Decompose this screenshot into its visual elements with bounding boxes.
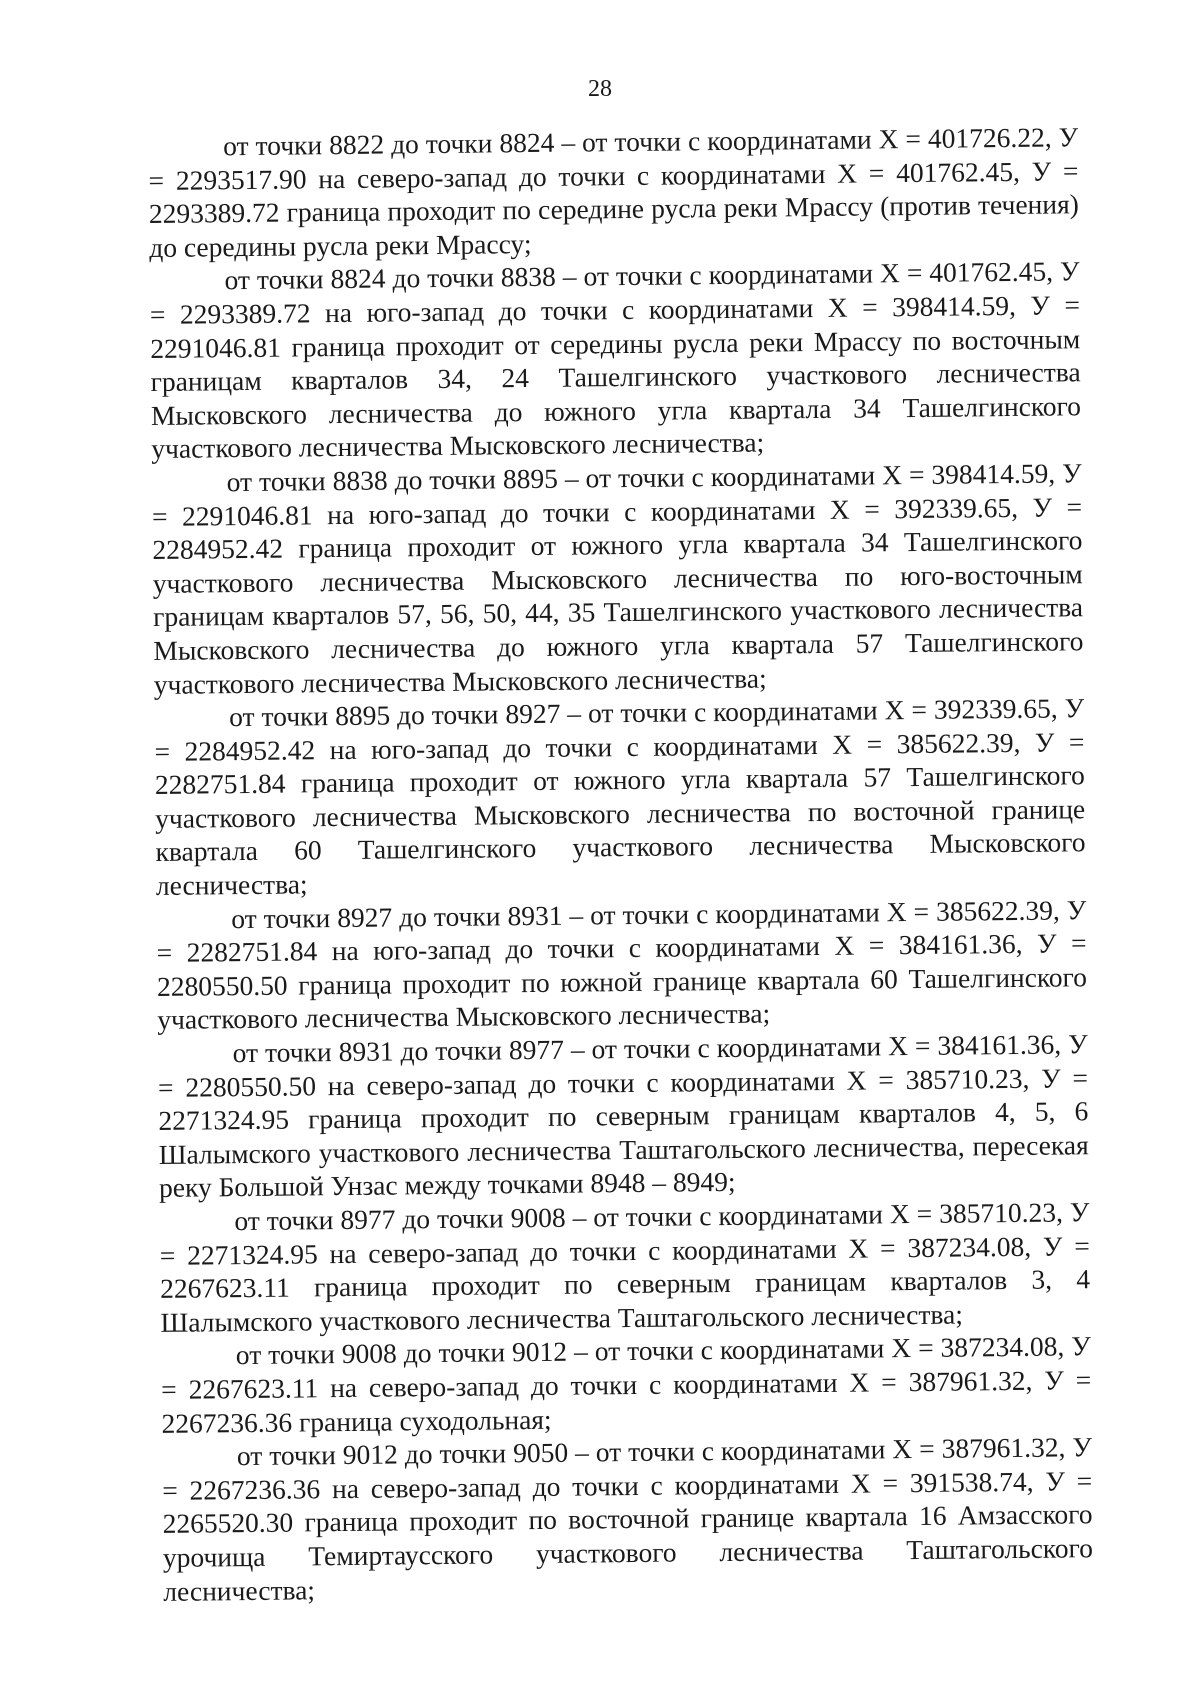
- boundary-paragraph: от точки 8931 до точки 8977 – от точки с координатами Х = 384161.36, У = 2280550.50 на северо-запад до точки с координатами Х = 385710.23, У = 2271324.95 граница проходит по северным границам кварталов 4, 5, 6 Шалымского участкового лесничества Таштагольского лесничества, пересекая реку Большой Унзас между точками 8948 – 8949;: [157, 1028, 1089, 1204]
- boundary-paragraph: от точки 8838 до точки 8895 – от точки с координатами Х = 398414.59, У = 2291046.81 на юго-запад до точки с координатами Х = 392339.65, У = 2284952.42 граница проходит от южного угла квартала 34 Ташелгинского участкового лесничества Мысковского лесничества по юго-восточным границам кварталов 57, 56, 50, 44, 35 Ташелгинского участкового лесничества Мысковского лесничества до южного угла квартала 57 Ташелгинского участкового лесничества Мысковского лесничества;: [151, 457, 1084, 700]
- boundary-paragraph: от точки 9012 до точки 9050 – от точки с координатами Х = 387961.32, У = 2267236.36 на северо-запад до точки с координатами Х = 391538.74, У = 2265520.30 граница проходит по восточной границе квартала 16 Амзасского урочища Темиртаусского участкового лесничества Таштагольского лесничества;: [162, 1431, 1094, 1607]
- boundary-paragraph: от точки 8824 до точки 8838 – от точки с координатами Х = 401762.45, У = 2293389.72 на юго-запад до точки с координатами Х = 398414.59, У = 2291046.81 граница проходит от середины русла реки Мрассу по восточным границам кварталов 34, 24 Ташелгинского участкового лесничества Мысковского лесничества до южного угла квартала 34 Ташелгинского участкового лесничества Мысковского лесничества;: [149, 255, 1082, 465]
- document-body: [148, 120, 1093, 1608]
- boundary-paragraph: от точки 8895 до точки 8927 – от точки с координатами Х = 392339.65, У = 2284952.42 на юго-запад до точки с координатами Х = 385622.39, У = 2282751.84 граница проходит от южного угла квартала 57 Ташелгинского участкового лесничества Мысковского лесничества по восточной границе квартала 60 Ташелгинского участкового лесничества Мысковского лесничества;: [154, 692, 1086, 902]
- boundary-paragraph: от точки 8927 до точки 8931 – от точки с координатами Х = 385622.39, У = 2282751.84 на юго-запад до точки с координатами Х = 384161.36, У = 2280550.50 граница проходит по южной границе квартала 60 Ташелгинского участкового лесничества Мысковского лесничества;: [156, 893, 1088, 1036]
- boundary-paragraph: от точки 8822 до точки 8824 – от точки с координатами Х = 401726.22, У = 2293517.90 на северо-запад до точки с координатами Х = 401762.45, У = 2293389.72 граница проходит по середине русла реки Мрассу (против течения) до середины русла реки Мрассу;: [148, 121, 1079, 263]
- boundary-paragraph: от точки 8977 до точки 9008 – от точки с координатами Х = 385710.23, У = 2271324.95 на северо-запад до точки с координатами Х = 387234.08, У = 2267623.11 граница проходит по северным границам кварталов 3, 4 Шалымского участкового лесничества Таштагольского лесничества;: [159, 1196, 1091, 1338]
- boundary-paragraph: от точки 9008 до точки 9012 – от точки с координатами Х = 387234.08, У = 2267623.11 на северо-запад до точки с координатами Х = 387961.32, У = 2267236.36 граница суходольная;: [161, 1330, 1092, 1439]
- page-number: 28: [588, 76, 612, 102]
